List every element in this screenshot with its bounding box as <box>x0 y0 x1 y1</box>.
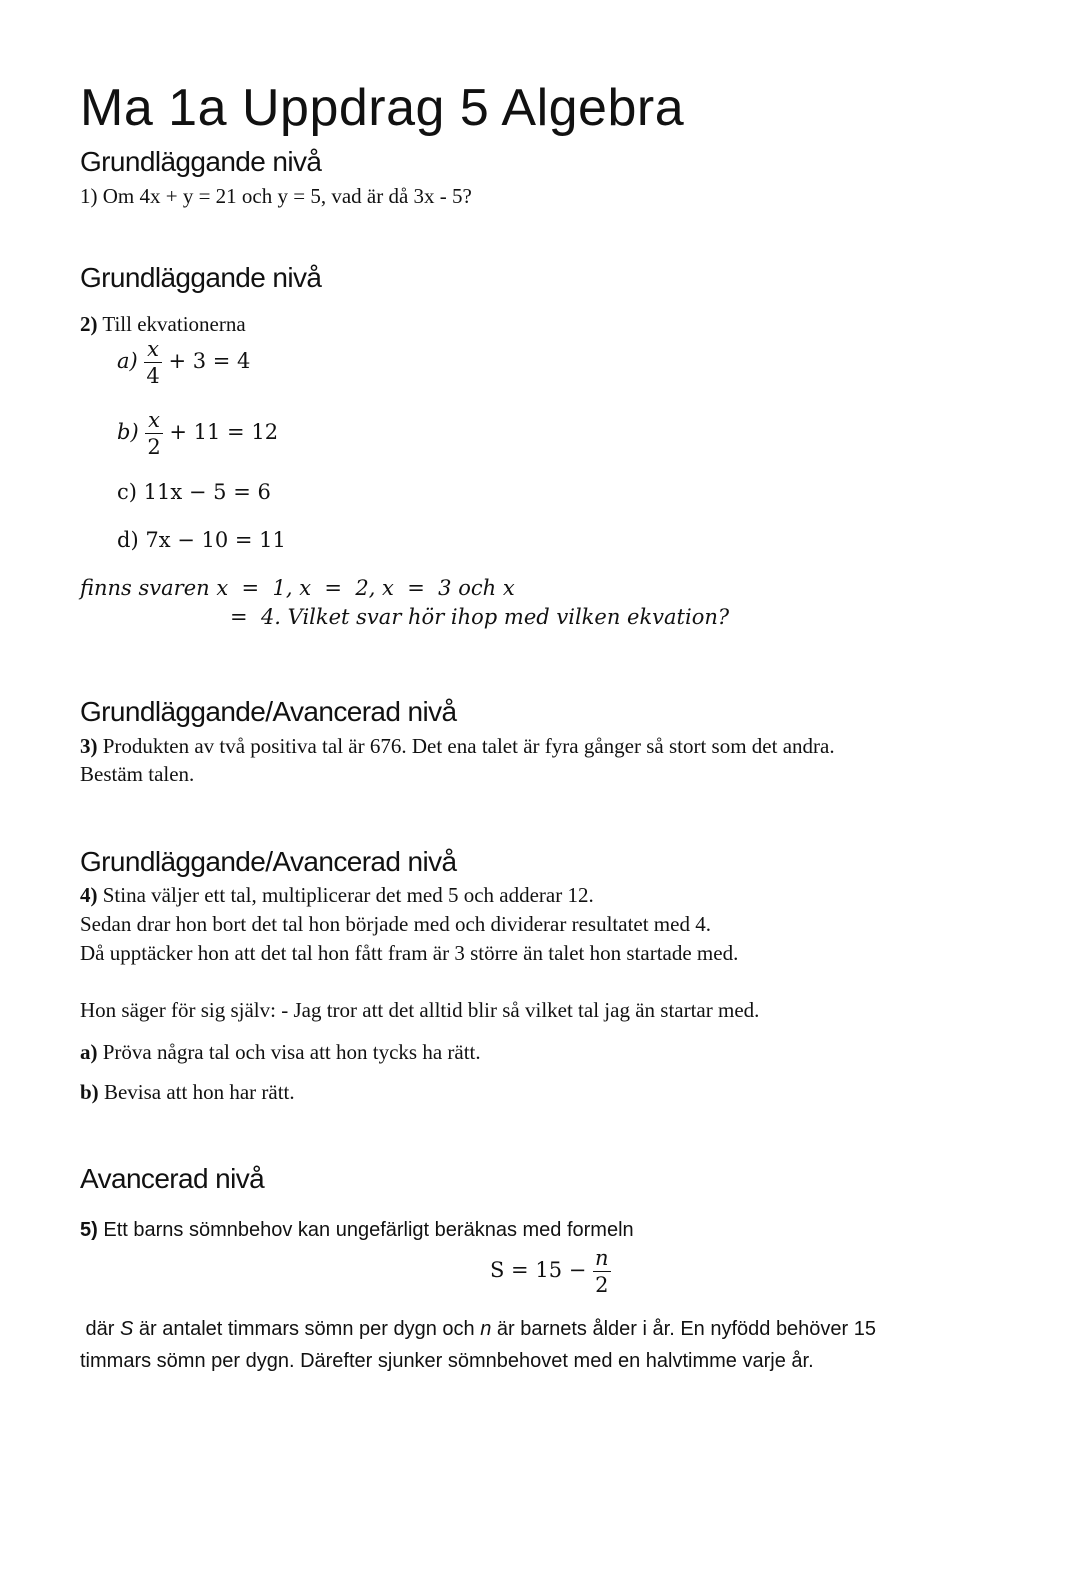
q2-b-rest: + 11 = 12 <box>169 420 279 444</box>
q3-line2: Bestäm talen. <box>80 762 195 786</box>
q2-a-den: 4 <box>146 364 160 388</box>
q2-b-label: b) <box>117 420 139 444</box>
q2-answer-line1: finns svaren x = 1, x = 2, x = 3 och x <box>80 576 515 600</box>
page-title: Ma 1a Uppdrag 5 Algebra <box>80 79 685 137</box>
q4-heading: Grundläggande/Avancerad nivå <box>80 846 457 877</box>
q2-a-rest: + 3 = 4 <box>168 349 251 373</box>
q3-line1: Produkten av två positiva tal är 676. Det ena talet är fyra gånger så stort som det andra. <box>102 734 835 758</box>
q5-desc-line2: timmars sömn per dygn. Därefter sjunker sömnbehovet med en halvtimme varje år. <box>80 1350 814 1372</box>
q4-part-a <box>80 1040 481 1065</box>
q5-number: 5) <box>80 1219 98 1241</box>
q5-heading: Avancerad nivå <box>80 1163 265 1194</box>
q4-b-text: Bevisa att hon har rätt. <box>103 1080 295 1104</box>
q4-a-label: a) <box>80 1040 98 1064</box>
q4-line3: Då upptäcker hon att det tal hon fått fram är 3 större än talet hon startade med. <box>80 941 739 965</box>
q1-heading: Grundläggande nivå <box>80 146 322 177</box>
q5-intro: Ett barns sömnbehov kan ungefärligt beräknas med formeln <box>103 1219 634 1241</box>
q5-formula-fraction <box>593 1245 611 1298</box>
q5-formula-num: n <box>595 1246 609 1270</box>
q5-desc-part1: där <box>80 1318 121 1340</box>
q1-text: 1) Om 4x + y = 21 och y = 5, vad är då 3x - 5? <box>80 184 472 208</box>
q4-line1: Stina väljer ett tal, multiplicerar det med 5 och adderar 12. <box>102 883 594 907</box>
q3-line1-row <box>80 734 835 759</box>
q4-line4: Hon säger för sig själv: - Jag tror att det alltid blir så vilket tal jag än startar med. <box>80 998 760 1022</box>
q2-heading: Grundläggande nivå <box>80 262 322 293</box>
q2-intro: Till ekvationerna <box>102 312 246 336</box>
q5-formula-left: S = 15 − <box>490 1258 587 1282</box>
q2-eq-b <box>117 407 278 460</box>
q4-number: 4) <box>80 883 98 907</box>
q5-desc-line1 <box>80 1318 876 1341</box>
q2-b-num: x <box>145 407 162 434</box>
q2-intro-line <box>80 312 246 337</box>
q5-formula-den: 2 <box>595 1273 609 1297</box>
q5-desc-part2: är antalet timmars sömn per dygn och <box>133 1318 481 1340</box>
q2-answer-line2: = 4. Vilket svar hör ihop med vilken ekvation? <box>230 605 730 629</box>
q2-eq-a <box>117 336 250 389</box>
q2-b-fraction <box>145 407 162 460</box>
q2-b-den: 2 <box>147 435 161 459</box>
q5-var-n: n <box>480 1318 492 1340</box>
q5-formula <box>490 1245 611 1298</box>
q2-c-eq: 11x − 5 = 6 <box>143 480 271 504</box>
q4-line2: Sedan drar hon bort det tal hon började med och dividerar resultatet med 4. <box>80 912 711 936</box>
q4-b-label: b) <box>80 1080 99 1104</box>
q2-eq-d <box>117 528 286 552</box>
q2-a-num: x <box>144 336 161 363</box>
q5-var-s: S <box>120 1318 134 1340</box>
q4-line1-row <box>80 883 594 908</box>
q2-a-label: a) <box>117 349 138 373</box>
q4-part-b <box>80 1080 295 1105</box>
q2-c-label: c) <box>117 480 137 504</box>
q2-number: 2) <box>80 312 98 336</box>
q3-number: 3) <box>80 734 98 758</box>
q5-intro-row <box>80 1219 634 1242</box>
q2-eq-c <box>117 480 271 504</box>
q4-a-text: Pröva några tal och visa att hon tycks ha rätt. <box>102 1040 481 1064</box>
q2-a-fraction <box>144 336 161 389</box>
q2-d-eq: 7x − 10 = 11 <box>145 528 286 552</box>
q2-d-label: d) <box>117 528 139 552</box>
q3-heading: Grundläggande/Avancerad nivå <box>80 696 457 727</box>
q5-desc-part3: är barnets ålder i år. En nyfödd behöver 15 <box>491 1318 877 1340</box>
